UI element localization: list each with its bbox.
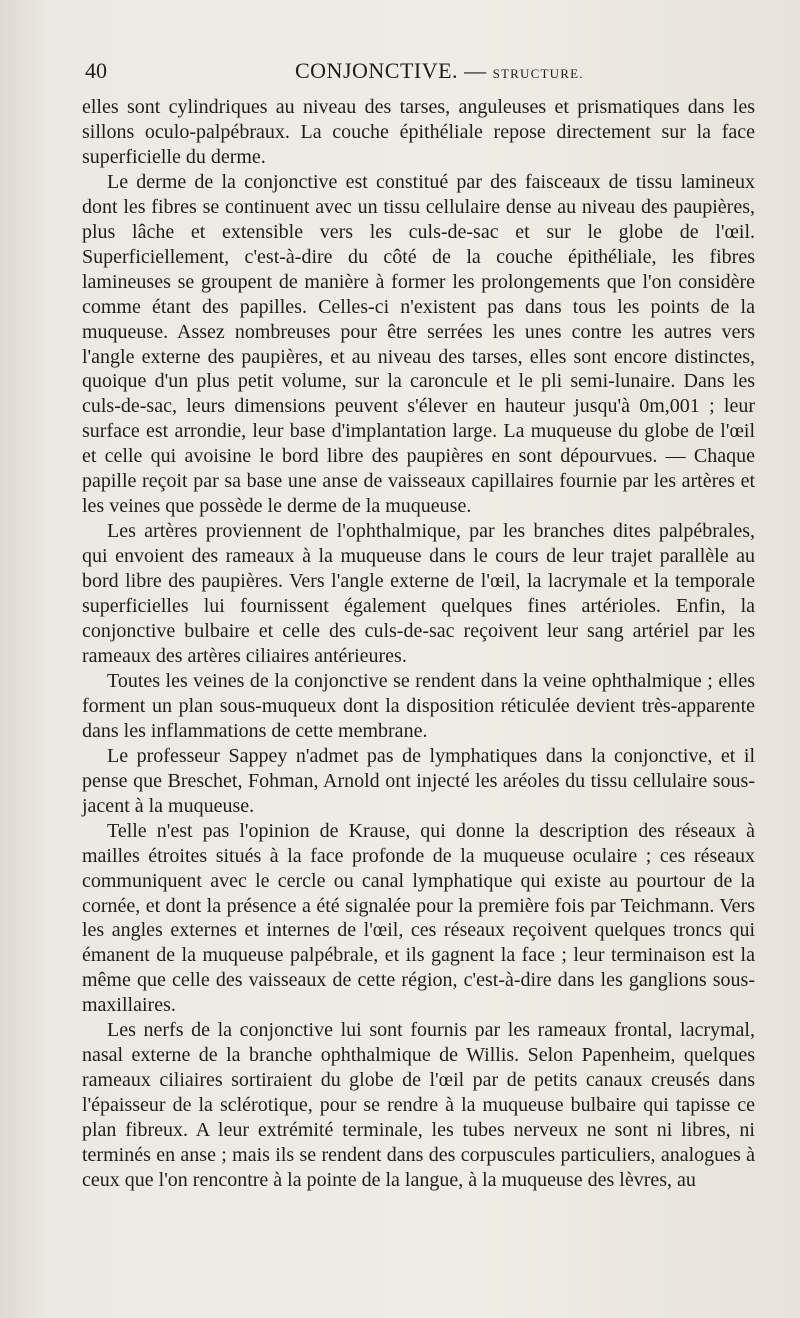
title-separator: —: [464, 58, 487, 83]
body-text: [82, 95, 755, 1193]
chapter-title: CONJONCTIVE.: [295, 58, 459, 83]
paragraph-sappey: Le professeur Sappey n'admet pas de lymphatiques dans la conjonctive, et il pense que Breschet, Fohman, Arnold ont injecté les aréoles du tissu cellulaire sous-jacent à la muqueuse.: [82, 744, 755, 817]
paragraph-continuation: elles sont cylindriques au niveau des tarses, anguleuses et prismatiques dans les sillons oculo-palpébraux. La couche épithéliale repose directement sur la face superficielle du derme.: [82, 96, 755, 168]
paragraph-arteres: Les artères proviennent de l'ophthalmique, par les branches dites palpébrales, qui envoient des rameaux à la muqueuse dans le cours de leur trajet parallèle au bord libre des paupières. Vers l'angle externe de l'œil, la lacrymale et la temporale superficielles lui fournissent également quelques fines artérioles. Enfin, la conjonctive bulbaire et celle des culs-de-sac reçoivent leur sang artériel par les rameaux des artères ciliaires antérieures.: [82, 520, 755, 667]
paragraph-krause: Telle n'est pas l'opinion de Krause, qui donne la description des réseaux à mailles étroites situés à la face profonde de la muqueuse oculaire ; ces réseaux communiquent avec le cercle ou canal lymphatique qui existe au pourtour de la cornée, et dont la présence a été signalée pour la première fois par Teichmann. Vers les angles externes et internes de l'œil, ces réseaux reçoivent quelques troncs qui émanent de la muqueuse palpébrale, et ils gagnent la face ; leur terminaison est la même que celle des vaisseaux de cette région, c'est-à-dire dans les ganglions sous-maxillaires.: [82, 819, 755, 1017]
page-number: 40: [85, 58, 107, 83]
section-subtitle: STRUCTURE.: [492, 66, 584, 81]
running-header: [85, 58, 765, 88]
paragraph-nerfs: Les nerfs de la conjonctive lui sont fournis par les rameaux frontal, lacrymal, nasal externe de la branche ophthalmique de Willis. Selon Papenheim, quelques rameaux ciliaires sortiraient du globe de l'œil par de petits canaux creusés dans l'épaisseur de la sclérotique, pour se rendre à la muqueuse bulbaire qui tapisse ce plan fibreux. A leur extrémité terminale, les tubes nerveux ne sont ni libres, ni terminés en anse ; mais ils se rendent dans des corpuscules particuliers, analogues à ceux que l'on rencontre à la pointe de la langue, à la muqueuse des lèvres, au: [82, 1019, 755, 1191]
paragraph-veines: Toutes les veines de la conjonctive se rendent dans la veine ophthalmique ; elles forment un plan sous-muqueux dont la disposition réticulée devient très-apparente dans les inflammations de cette membrane.: [82, 669, 755, 742]
paragraph-derme: Le derme de la conjonctive est constitué par des faisceaux de tissu lamineux dont les fibres se continuent avec un tissu cellulaire dense au niveau des paupières, plus lâche et extensible vers les culs-de-sac et sur le globe de l'œil. Superficiellement, c'est-à-dire du côté de la couche épithéliale, les fibres lamineuses se groupent de manière à former les prolongements que l'on considère comme étant des papilles. Celles-ci n'existent pas dans tous les points de la muqueuse. Assez nombreuses pour être serrées les unes contre les autres vers l'angle externe des paupières, et au niveau des tarses, elles sont encore distinctes, quoique d'un plus petit volume, sur la caroncule et le pli semi-lunaire. Dans les culs-de-sac, leurs dimensions peuvent s'élever en hauteur jusqu'à 0m,001 ; leur surface est arrondie, leur base d'implantation large. La muqueuse du globe de l'œil et celle qui avoisine le bord libre des paupières en sont dépourvues. — Chaque papille reçoit par sa base une anse de vaisseaux capillaires fournie par les artères et les veines que possède le derme de la muqueuse.: [82, 170, 755, 518]
running-title: [295, 58, 584, 84]
